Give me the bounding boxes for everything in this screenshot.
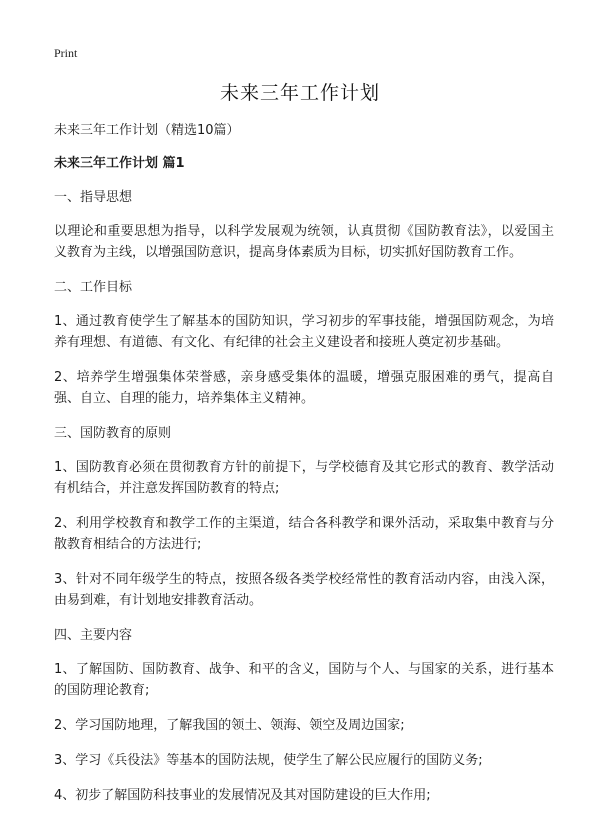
paragraph: 3、针对不同年级学生的特点，按照各级各类学校经常性的教育活动内容，由浅入深，由易到难，有计划地安排教育活动。 xyxy=(54,572,554,608)
document-body xyxy=(54,120,554,820)
document-title: 未来三年工作计划 xyxy=(219,82,380,104)
paragraph: 2、学习国防地理，了解我国的领土、领海、领空及周边国家; xyxy=(54,718,405,733)
paragraph: 2、培养学生增强集体荣誉感，亲身感受集体的温暖，增强克服困难的勇气，提高自强、自立、自理的能力，培养集体主义精神。 xyxy=(54,370,554,406)
paragraph: 2、利用学校教育和教学工作的主渠道，结合各科教学和课外活动，采取集中教育与分散教育相结合的方法进行; xyxy=(54,516,554,552)
paragraph: 4、初步了解国防科技事业的发展情况及其对国防建设的巨大作用; xyxy=(54,788,431,803)
paragraph: 1、了解国防、国防教育、战争、和平的含义，国防与个人、与国家的关系，进行基本的国防理论教育; xyxy=(54,662,554,698)
section-heading-main-content: 四、主要内容 xyxy=(54,628,133,643)
paragraph: 1、国防教育必须在贯彻教育方针的前提下，与学校德育及其它形式的教育、教学活动有机结合，并注意发挥国防教育的特点; xyxy=(54,460,554,496)
paragraph: 1、通过教育使学生了解基本的国防知识，学习初步的军事技能，增强国防观念，为培养有理想、有道德、有文化、有纪律的社会主义建设者和接班人奠定初步基础。 xyxy=(54,314,554,350)
print-label[interactable]: Print xyxy=(54,46,78,60)
article-title: 未来三年工作计划 篇1 xyxy=(54,156,185,171)
section-heading-work-goals: 二、工作目标 xyxy=(54,280,133,295)
paragraph: 以理论和重要思想为指导，以科学发展观为统领，认真贯彻《国防教育法》，以爱国主义教育为主线，以增强国防意识，提高身体素质为目标，切实抓好国防教育工作。 xyxy=(54,224,554,260)
paragraph: 3、学习《兵役法》等基本的国防法规，使学生了解公民应履行的国防义务; xyxy=(54,753,483,768)
section-heading-guiding-ideology: 一、指导思想 xyxy=(54,190,133,205)
section-heading-principles: 三、国防教育的原则 xyxy=(54,426,172,441)
document-subtitle: 未来三年工作计划（精选10篇） xyxy=(54,123,240,138)
